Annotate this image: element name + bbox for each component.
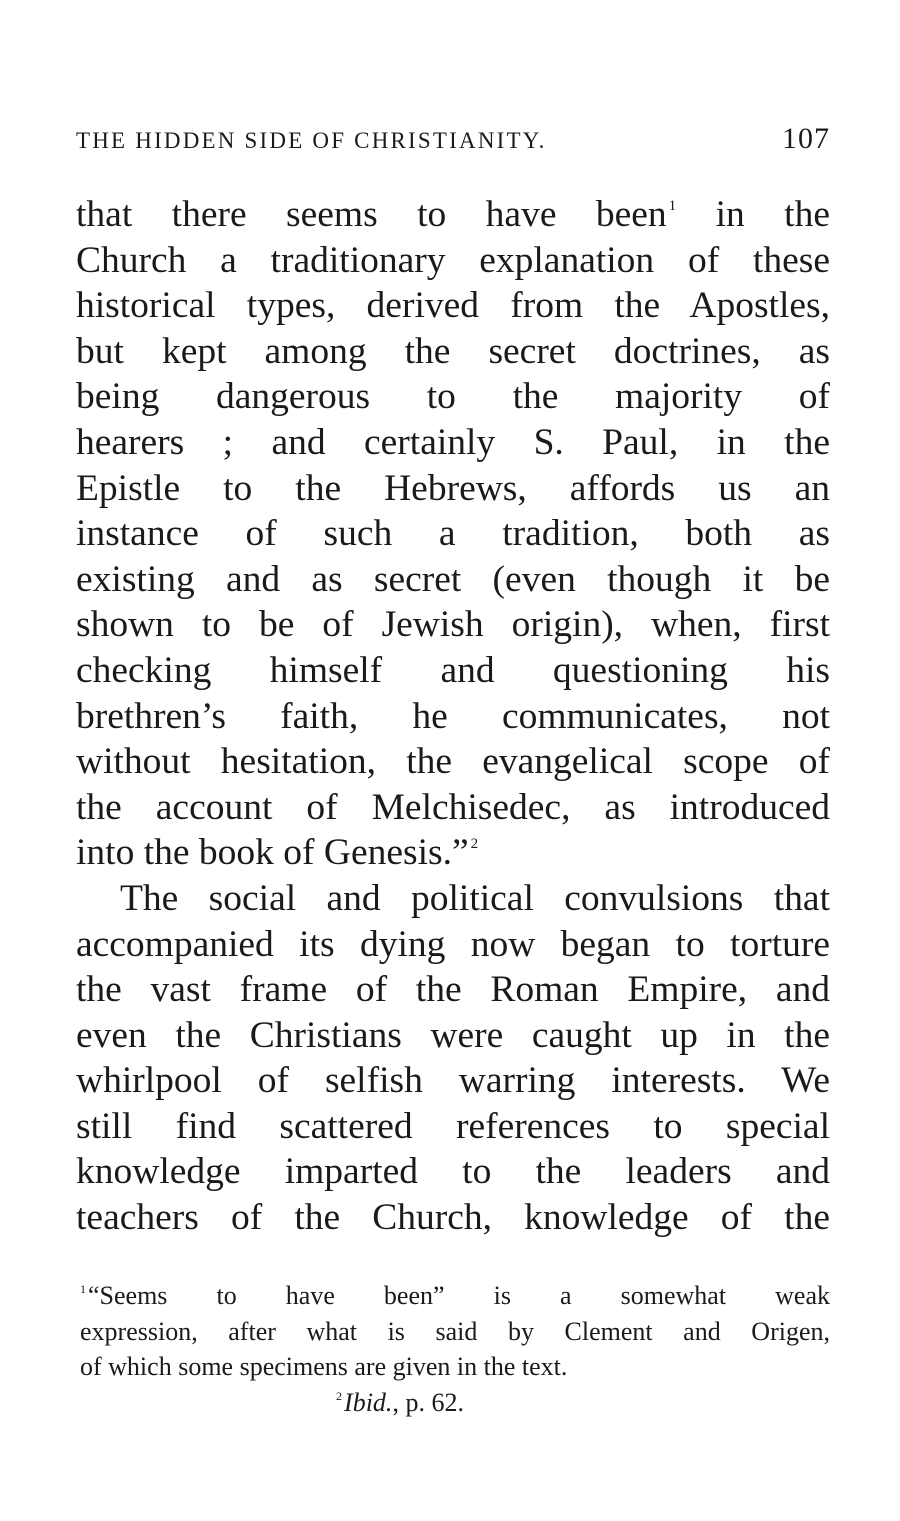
footnote-marker: 2 — [336, 1388, 343, 1403]
text-line: Epistle to the Hebrews, affords us an — [76, 467, 830, 509]
text-line: Church a traditionary explanation of these — [76, 239, 830, 281]
running-head — [76, 122, 830, 162]
paragraph-first-line: The social and political convulsions that — [120, 877, 830, 919]
running-title: THE HIDDEN SIDE OF CHRISTIANITY. — [76, 128, 547, 153]
footnote-marker: 1 — [80, 1282, 86, 1296]
body-text — [76, 192, 830, 1241]
text-line: still find scattered references to special — [76, 1105, 830, 1147]
text-line: historical types, derived from the Apostles, — [76, 285, 830, 327]
footnote-line: $^1$“Seems to have been” is a somewhat weak — [80, 1281, 830, 1310]
footnote-line: expression, after what is said by Clement and Origen, — [80, 1316, 830, 1346]
footnote-line: of which some specimens are given in the text. — [80, 1352, 568, 1381]
text-line: knowledge imparted to the leaders and — [76, 1151, 830, 1193]
text-line: the vast frame of the Roman Empire, and — [76, 969, 830, 1011]
text-line: without hesitation, the evangelical scope of — [76, 741, 830, 783]
text-line: whirlpool of selfish warring interests. We — [76, 1060, 830, 1102]
text-line: hearers ; and certainly S. Paul, in the — [76, 421, 830, 463]
text-line: that there seems to have been $^1$ in the — [76, 194, 830, 235]
footnote-reference: 2 — [470, 836, 479, 853]
text-line: the account of Melchisedec, as introduced — [76, 786, 830, 828]
ibid-abbreviation: Ibid. — [344, 1387, 393, 1417]
text-line: shown to be of Jewish origin), when, first — [76, 604, 830, 646]
page-number: 107 — [782, 122, 830, 155]
text-line: but kept among the secret doctrines, as — [76, 330, 830, 372]
footnote-line: $^2$Ibid., p. 62. — [336, 1387, 464, 1417]
text-line: into the book of Genesis.” $^2$ — [76, 832, 479, 874]
text-line: teachers of the Church, knowledge of the — [76, 1197, 830, 1239]
text-line: accompanied its dying now began to torture — [76, 923, 830, 965]
text-line: instance of such a tradition, both as — [76, 513, 830, 555]
text-line: brethren’s faith, he communicates, not — [76, 695, 830, 737]
footnotes — [80, 1278, 830, 1420]
text-line: being dangerous to the majority of — [76, 376, 830, 418]
text-line: existing and as secret (even though it be — [76, 558, 830, 600]
text-line: even the Christians were caught up in the — [76, 1014, 830, 1056]
text-line: checking himself and questioning his — [76, 649, 830, 691]
footnote-reference: 1 — [668, 198, 677, 214]
